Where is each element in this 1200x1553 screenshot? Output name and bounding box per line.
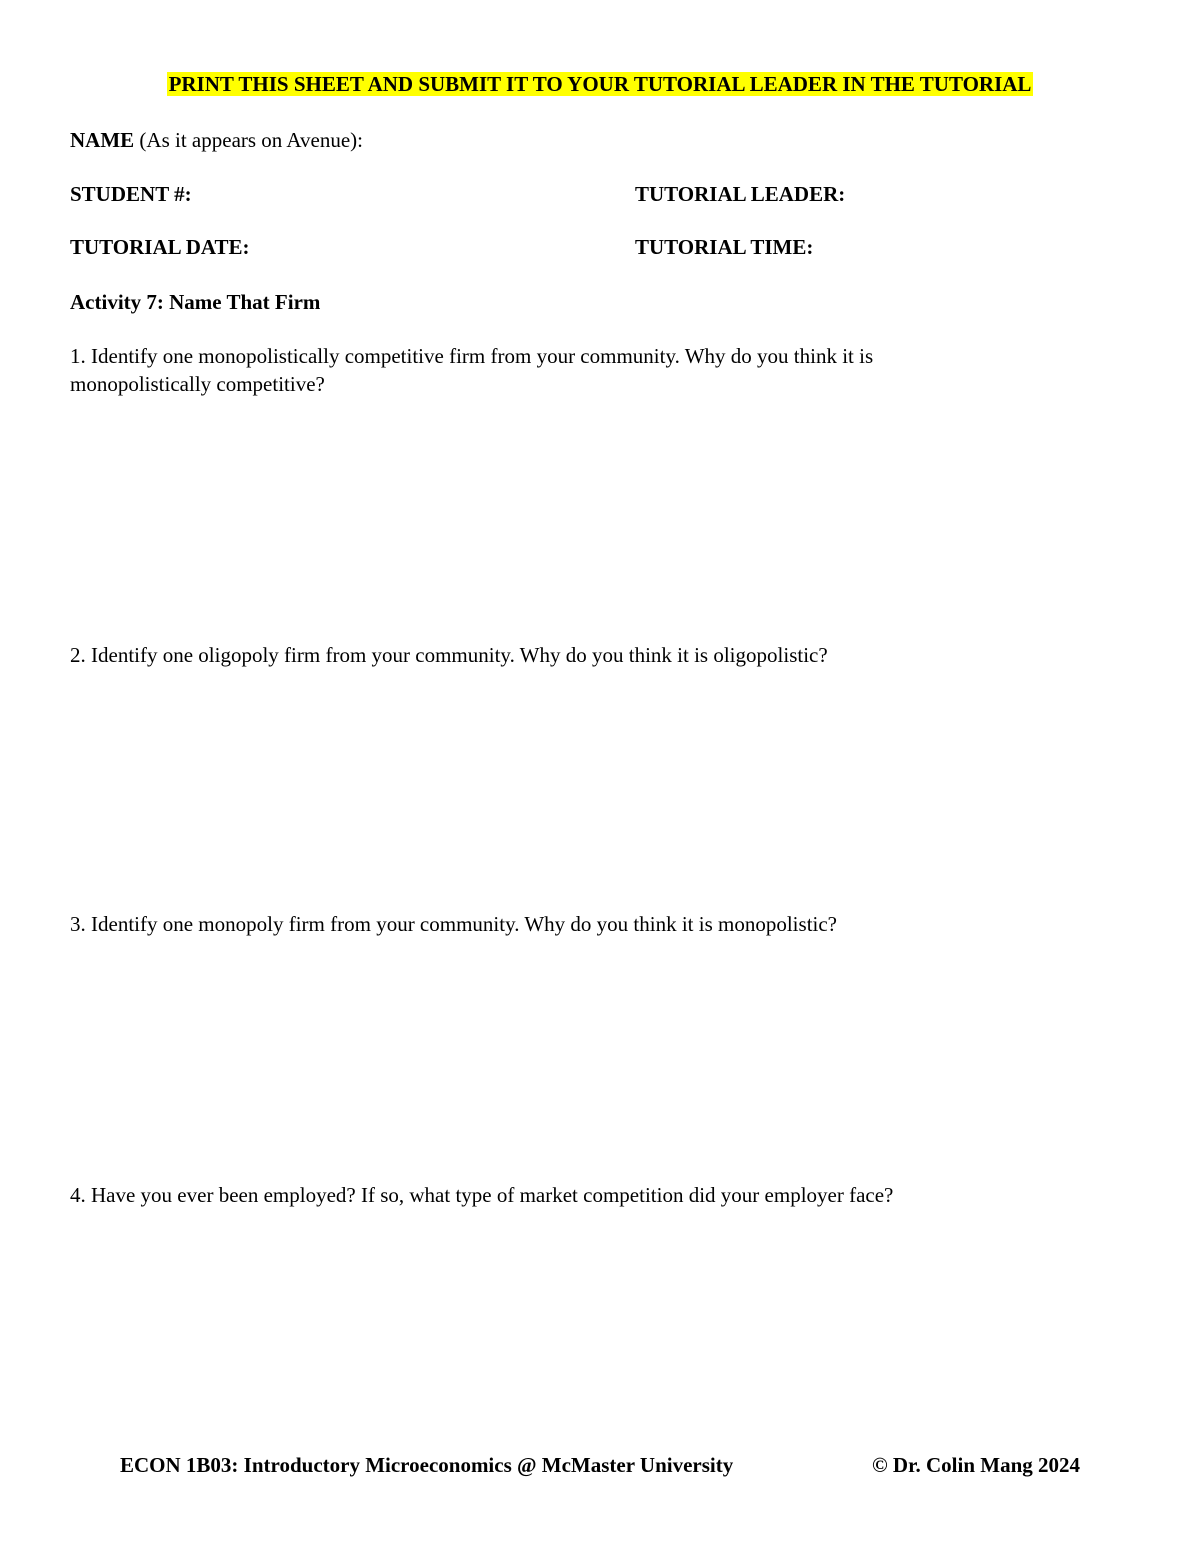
name-note: (As it appears on Avenue):: [134, 128, 363, 152]
tutorial-leader-label: TUTORIAL LEADER:: [635, 182, 846, 206]
question-2: 2. Identify one oligopoly firm from your community. Why do you think it is oligopolistic?: [70, 643, 828, 667]
tutorial-time-label: TUTORIAL TIME:: [635, 235, 814, 259]
question-4: 4. Have you ever been employed? If so, what type of market competition did your employer face?: [70, 1183, 894, 1207]
question-1: 1. Identify one monopolistically competitive firm from your community. Why do you think it is monopolistically competitive?: [70, 344, 874, 396]
tutorial-date-label: TUTORIAL DATE:: [70, 235, 250, 259]
activity-title: Activity 7: Name That Firm: [70, 290, 321, 314]
student-number-field: [70, 180, 192, 208]
name-field: [70, 126, 363, 154]
page-footer: [120, 1451, 1080, 1479]
print-instruction-banner: [0, 70, 1200, 98]
tutorial-leader-field: [635, 180, 845, 208]
footer-course-text: ECON 1B03: Introductory Microeconomics @ McMaster University: [120, 1453, 734, 1477]
student-number-label: STUDENT #:: [70, 182, 192, 206]
banner-highlighted-text: PRINT THIS SHEET AND SUBMIT IT TO YOUR TUTORIAL LEADER IN THE TUTORIAL: [168, 72, 1032, 96]
question-3: 3. Identify one monopoly firm from your community. Why do you think it is monopolistic?: [70, 912, 838, 936]
name-label: NAME: [70, 128, 135, 152]
footer-copyright-text: © Dr. Colin Mang 2024: [871, 1453, 1080, 1477]
tutorial-date-field: [70, 233, 250, 261]
tutorial-time-field: [635, 233, 813, 261]
